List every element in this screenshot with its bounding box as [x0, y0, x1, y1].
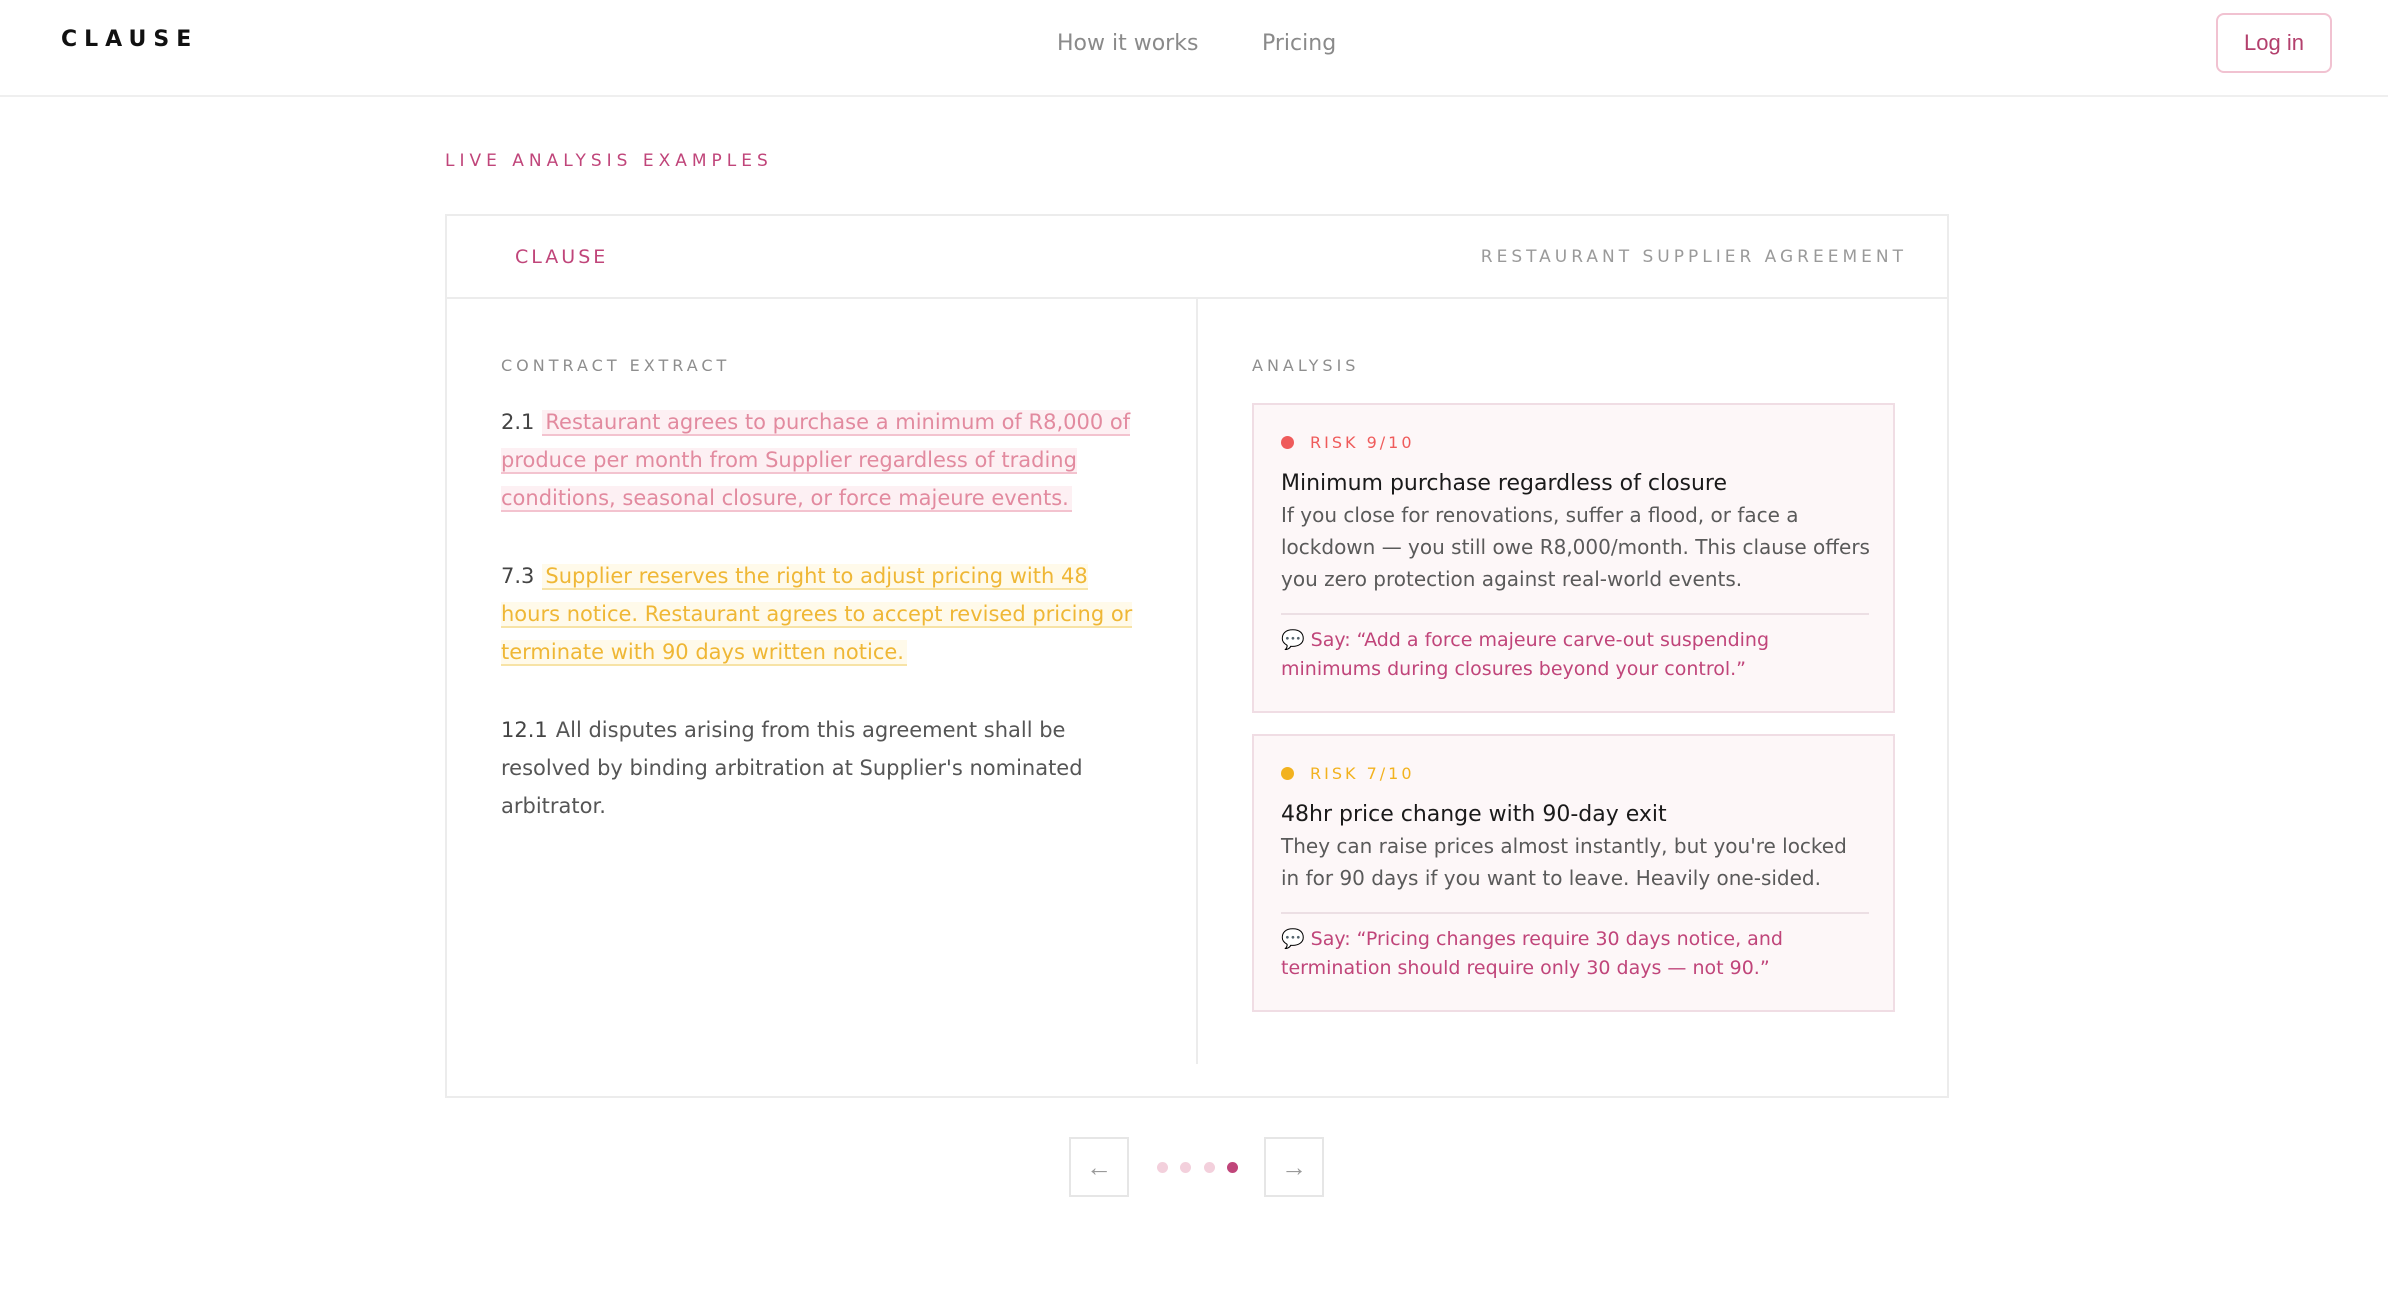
- clause-text: All disputes arising from this agreement shall be resolved by binding arbitration at Supplier's nominated arbitrator.: [501, 718, 1083, 818]
- arrow-left-icon: ←: [1086, 1151, 1112, 1182]
- card-brand: CLAUSE: [515, 246, 609, 268]
- risk-rating: [1281, 764, 1415, 783]
- nav-link-pricing[interactable]: Pricing: [1262, 31, 1337, 56]
- risk-score: RISK 9/10: [1310, 433, 1415, 452]
- speech-bubble-icon: 💬: [1281, 629, 1305, 651]
- prev-button[interactable]: [1069, 1137, 1129, 1197]
- card-header: [447, 216, 1947, 299]
- speech-bubble-icon: 💬: [1281, 928, 1305, 950]
- analysis-card: [445, 214, 1949, 1098]
- clause-number: 12.1: [501, 718, 548, 742]
- document-name: RESTAURANT SUPPLIER AGREEMENT: [1480, 247, 1907, 267]
- clause-number: 7.3: [501, 564, 535, 588]
- login-button[interactable]: Log in: [2216, 13, 2332, 73]
- nav-link-how-it-works[interactable]: How it works: [1057, 31, 1199, 56]
- risk-explanation: They can raise prices almost instantly, but you're locked in for 90 days if you want to leave. Heavily one-sided.: [1281, 834, 1847, 890]
- pager-dot[interactable]: [1204, 1162, 1215, 1173]
- pager-dot-active[interactable]: [1227, 1162, 1238, 1173]
- risk-dot-icon: [1281, 436, 1294, 449]
- suggested-response: [1281, 925, 1871, 983]
- next-button[interactable]: [1264, 1137, 1324, 1197]
- column-divider: [1196, 299, 1198, 1064]
- suggested-response-text: Say: “Add a force majeure carve-out suspending minimums during closures beyond your control.”: [1281, 629, 1770, 680]
- clause-text-medium-risk[interactable]: Supplier reserves the right to adjust pricing with 48 hours notice. Restaurant agrees to accept revised pricing or terminate with 90 days written notice.: [501, 564, 1133, 664]
- logo[interactable]: CLAUSE: [61, 27, 199, 52]
- divider: [1281, 912, 1869, 914]
- arrow-right-icon: →: [1281, 1151, 1307, 1182]
- suggested-response: [1281, 626, 1871, 684]
- section-eyebrow: LIVE ANALYSIS EXAMPLES: [445, 151, 773, 171]
- contract-extract-label: CONTRACT EXTRACT: [501, 356, 731, 375]
- clause-text-high-risk[interactable]: Restaurant agrees to purchase a minimum of R8,000 of produce per month from Supplier regardless of trading conditions, seasonal closure, or force majeure events.: [501, 410, 1131, 510]
- pager-dot[interactable]: [1157, 1162, 1168, 1173]
- clause-number: 2.1: [501, 410, 535, 434]
- risk-card-1[interactable]: [1252, 403, 1895, 713]
- divider: [1281, 613, 1869, 615]
- risk-dot-icon: [1281, 767, 1294, 780]
- risk-score: RISK 7/10: [1310, 764, 1415, 783]
- clause-7-3: [501, 557, 1141, 671]
- risk-explanation: If you close for renovations, suffer a flood, or face a lockdown — you still owe R8,000/month. This clause offers you zero protection against real-world events.: [1281, 503, 1870, 591]
- clause-12-1: [501, 711, 1141, 825]
- top-nav: [0, 0, 2388, 97]
- risk-card-2[interactable]: [1252, 734, 1895, 1012]
- suggested-response-text: Say: “Pricing changes require 30 days notice, and termination should require only 30 days — not 90.”: [1281, 928, 1783, 979]
- analysis-label: ANALYSIS: [1252, 356, 1360, 375]
- risk-rating: [1281, 433, 1415, 452]
- risk-title: Minimum purchase regardless of closure: [1281, 471, 1728, 496]
- pager-dot[interactable]: [1180, 1162, 1191, 1173]
- risk-title: 48hr price change with 90-day exit: [1281, 802, 1667, 827]
- clause-2-1: [501, 403, 1141, 517]
